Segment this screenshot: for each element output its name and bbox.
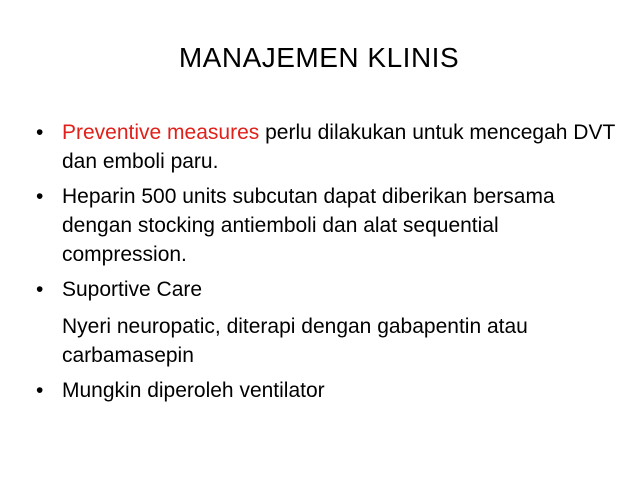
list-item-continuation bbox=[36, 312, 616, 370]
slide-title: MANAJEMEN KLINIS bbox=[178, 42, 460, 73]
list-item bbox=[36, 118, 616, 176]
item-text: Nyeri neuropatic, diterapi dengan gabapentin atau carbamasepin bbox=[62, 315, 528, 367]
list-item bbox=[36, 376, 616, 405]
bullet-icon: • bbox=[36, 278, 44, 301]
item-text: Mungkin diperoleh ventilator bbox=[62, 379, 325, 402]
item-text: Heparin 500 units subcutan dapat diberikan bersama dengan stocking antiemboli dan alat sequential compression. bbox=[62, 185, 555, 266]
bullet-list bbox=[36, 118, 616, 411]
bullet-icon: • bbox=[36, 185, 44, 208]
highlight-text: Preventive measures bbox=[62, 121, 260, 144]
list-item bbox=[36, 275, 616, 304]
bullet-icon: • bbox=[36, 379, 44, 402]
item-text: Suportive Care bbox=[62, 278, 203, 301]
item-text: perlu dilakukan untuk mencegah DVT dan emboli paru. bbox=[62, 121, 615, 173]
list-item bbox=[36, 182, 616, 269]
bullet-icon: • bbox=[36, 121, 44, 144]
